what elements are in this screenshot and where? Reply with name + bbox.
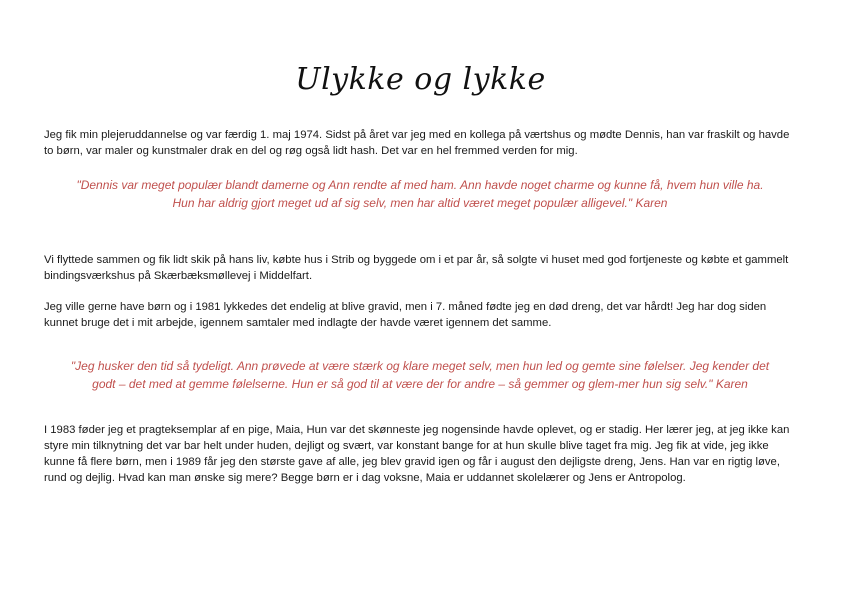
paragraph-intro: Jeg fik min plejeruddannelse og var færdig 1. maj 1974. Sidst på året var jeg med en kollega på værtshus og mødte Dennis, han var fraskilt og havde to børn, var maler og kunstmaler drak en del og røg også lidt hash. Det var en hel fremmed verden for mig.	[44, 129, 790, 157]
paragraph-maia-jens: I 1983 føder jeg et pragteksemplar af en pige, Maia, Hun var det skønneste jeg nogensinde havde oplevet, og er stadig. Her lærer jeg, at jeg ikke kan styre min tilknytning det var bar helt under huden, dejligt og svært, var konstant bange for at hun skulle blive taget fra mig. Jeg fik at vide, jeg ikke kunne få flere børn, men i 1989 får jeg den største gave af alle, jeg blev gravid igen og får i august den dejligste dreng, Jens. Han var en rigtig løve, rund og dejlig. Hvad kan man ønske sig mere? Begge børn er i dag voksne, Maia er uddannet skolelærer og Jens er Antropolog.	[44, 424, 790, 484]
paragraph-moving-together: Vi flyttede sammen og fik lidt skik på hans liv, købte hus i Strib og byggede om i et par år, så solgte vi huset med god fortjeneste og købte et gammelt bindingsværkshus på Skærbæksmøllevej i Middelfart.	[44, 254, 789, 282]
quote-karen-2: "Jeg husker den tid så tydeligt. Ann prøvede at være stærk og klare meget selv, men hun led og gemte sine følelser. Jeg kender det godt – det med at gemme følelserne. Hun er så god til at være der for andre – så gemmer og glem-mer hun sig selv." Karen	[70, 359, 770, 391]
quote-karen-1: "Dennis var meget populær blandt damerne og Ann rendte af med ham. Ann havde noget charme og kunne få, hvem hun ville ha. Hun har aldrig gjort meget ud af sig selv, men har altid været meget populær alligevel." Karen	[76, 178, 764, 210]
page-title: Ulykke og lykke	[295, 62, 546, 97]
paragraph-children-loss: Jeg ville gerne have børn og i 1981 lykkedes det endelig at blive gravid, men i 7. måned fødte jeg en død dreng, det var hårdt! Jeg har dog siden kunnet bruge det i mit arbejde, igennem samtaler med indlagte der havde været igennem det samme.	[44, 301, 767, 329]
